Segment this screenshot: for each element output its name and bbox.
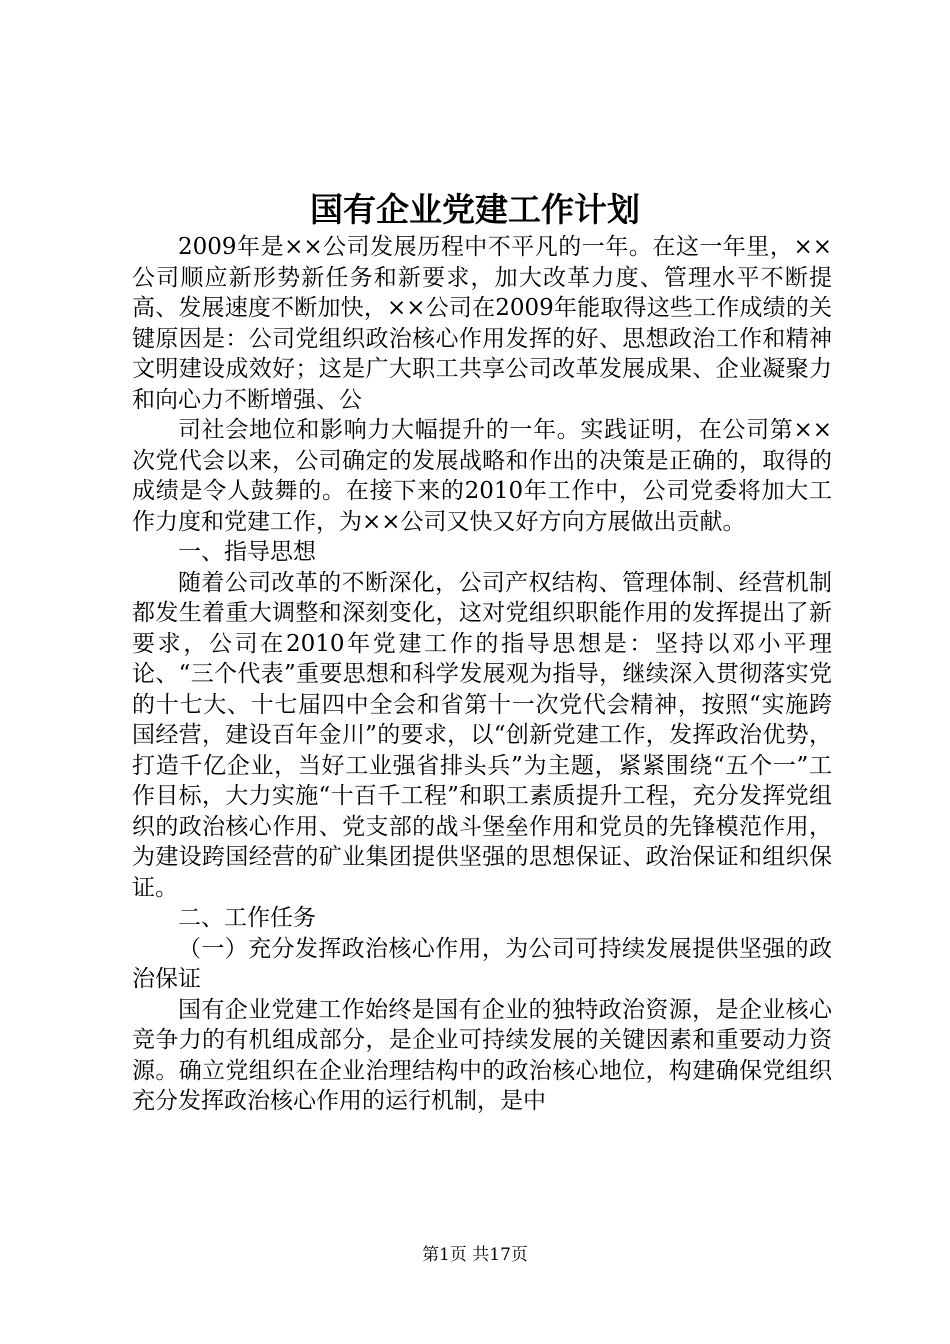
subsection-heading-political-core: （一）充分发挥政治核心作用，为公司可持续发展提供坚强的政治保证 xyxy=(132,935,832,992)
document-title: 国有企业党建工作计划 xyxy=(310,190,640,229)
section-heading-guiding-thought: 一、指导思想 xyxy=(178,539,316,565)
paragraph-continuation: 司社会地位和影响力大幅提升的一年。实践证明，在公司第××次党代会以来，公司确定的发展战略和作出的决策是正确的，取得的成绩是令人鼓舞的。在接下来的2010年工作中，公司党委将加大工作力度和党建工作，为××公司又快又好方向方展做出贡献。 xyxy=(132,417,832,535)
paragraph-guiding-thought: 随着公司改革的不断深化，公司产权结构、管理体制、经营机制都发生着重大调整和深刻变化，这对党组织职能作用的发挥提出了新要求，公司在2010年党建工作的指导思想是：坚持以邓小平理论、“三个代表”重要思想和科学发展观为指导，继续深入贯彻落实党的十七大、十七届四中全会和省第十一次党代会精神，按照“实施跨国经营，建设百年金川”的要求，以“创新党建工作，发挥政治优势，打造千亿企业，当好工业强省排头兵”为主题，紧紧围绕“五个一”工作目标，大力实施“十百千工程”和职工素质提升工程，充分发挥党组织的政治核心作用、党支部的战斗堡垒作用和党员的先锋模范作用，为建设跨国经营的矿业集团提供坚强的思想保证、政治保证和组织保证。 xyxy=(132,569,832,901)
section-heading-work-tasks: 二、工作任务 xyxy=(178,905,316,931)
page-footer: 第1页 共17页 xyxy=(422,1245,528,1265)
document-body xyxy=(132,232,832,1117)
paragraph-political-core: 国有企业党建工作始终是国有企业的独特政治资源，是企业核心竞争力的有机组成部分，是企业可持续发展的关键因素和重要动力资源。确立党组织在企业治理结构中的政治核心地位，构建确保党组织充分发挥政治核心作用的运行机制，是中 xyxy=(132,996,832,1114)
paragraph-intro: 2009年是××公司发展历程中不平凡的一年。在这一年里，××公司顺应新形势新任务和新要求，加大改革力度、管理水平不断提高、发展速度不断加快，××公司在2009年能取得这些工作成绩的关键原因是：公司党组织政治核心作用发挥的好、思想政治工作和精神文明建设成效好；这是广大职工共享公司改革发展成果、企业凝聚力和向心力不断增强、公 xyxy=(132,234,832,413)
